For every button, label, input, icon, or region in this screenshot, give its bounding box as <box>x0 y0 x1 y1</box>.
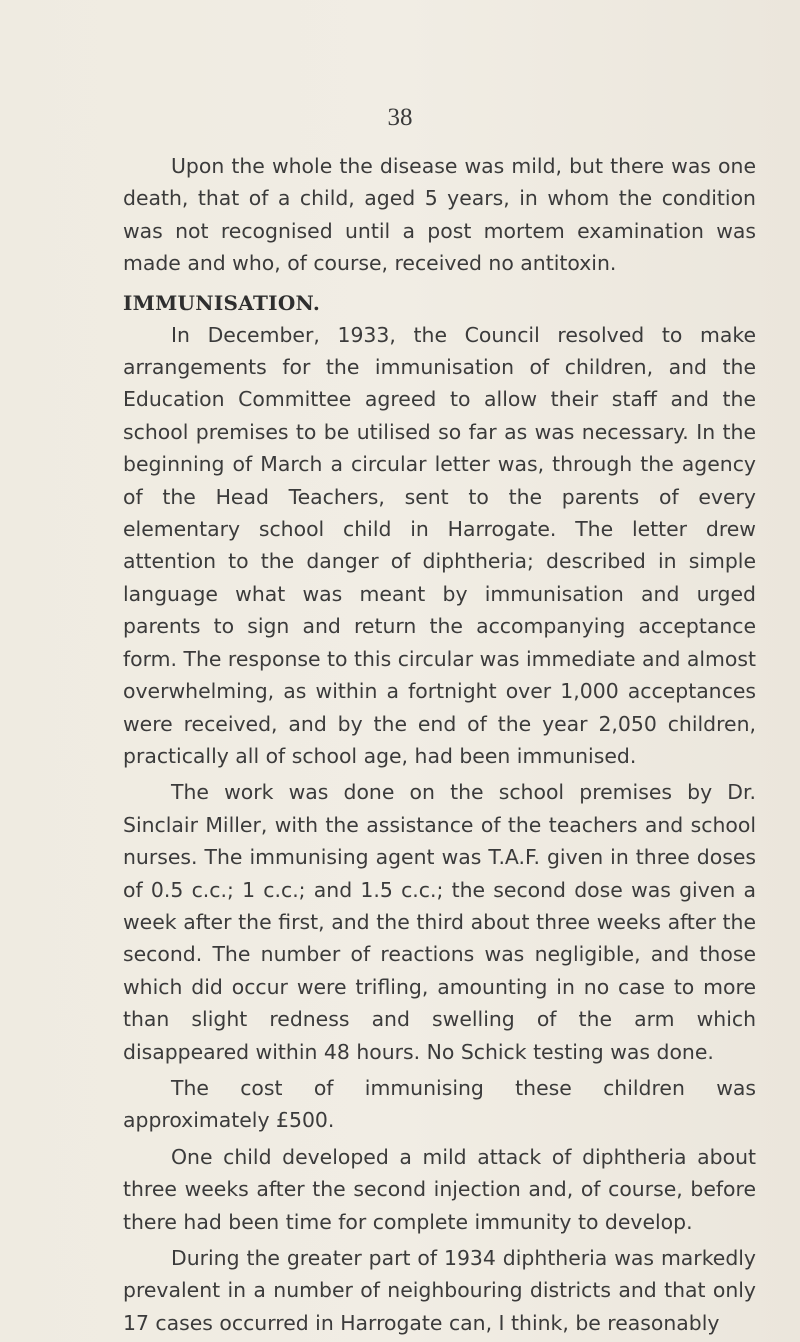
page-body <box>123 150 756 1339</box>
paragraph-child-attack: One child developed a mild attack of diphtheria about three weeks after the second injection and, of course, before there had been time for complete immunity to develop. <box>123 1144 756 1234</box>
paragraph-prevalence: During the greater part of 1934 diphtheria was markedly prevalent in a number of neighbouring districts and that only 17 cases occurred in Harrogate can, I think, be reasonably <box>123 1246 756 1335</box>
paragraph-cost: The cost of immunising these children was approximately £500. <box>123 1075 756 1133</box>
paragraph-council-resolution: In December, 1933, the Council resolved to make arrangements for the immunisation of children, and the Education Committee agreed to allow their staff and the school premises to be utilised so far as was necessary. In the beginning of March a circular letter was, through the agency of the Head Teachers, sent to the parents of every elementary school child in Harrogate. The letter drew attention to the danger of diphtheria; described in simple language what was meant by immunisation and urged parents to sign and return the accompanying acceptance form. The response to this circular was immediate and almost overwhelming, as within a fortnight over 1,000 acceptances were received, and by the end of the year 2,050 children, practically all of school age, had been immunised. <box>123 322 756 768</box>
page-number: 38 <box>387 104 413 131</box>
paragraph-disease-mild: Upon the whole the disease was mild, but there was one death, that of a child, aged 5 years, in whom the condition was not recognised until a post mortem examination was made and who, of course, received no antitoxin. <box>123 154 756 276</box>
section-heading-immunisation: IMMUNISATION. <box>123 290 321 315</box>
paragraph-school-work: The work was done on the school premises by Dr. Sinclair Miller, with the assistance of the teachers and school nurses. The immunising agent was T.A.F. given in three doses of 0.5 c.c.; 1 c.c.; and 1.5 c.c.; the second dose was given a week after the first, and the third about three weeks after the second. The number of reactions was negligible, and those which did occur were trifling, amounting in no case to more than slight redness and swelling of the arm which disappeared within 48 hours. No Schick testing was done. <box>123 780 756 1064</box>
